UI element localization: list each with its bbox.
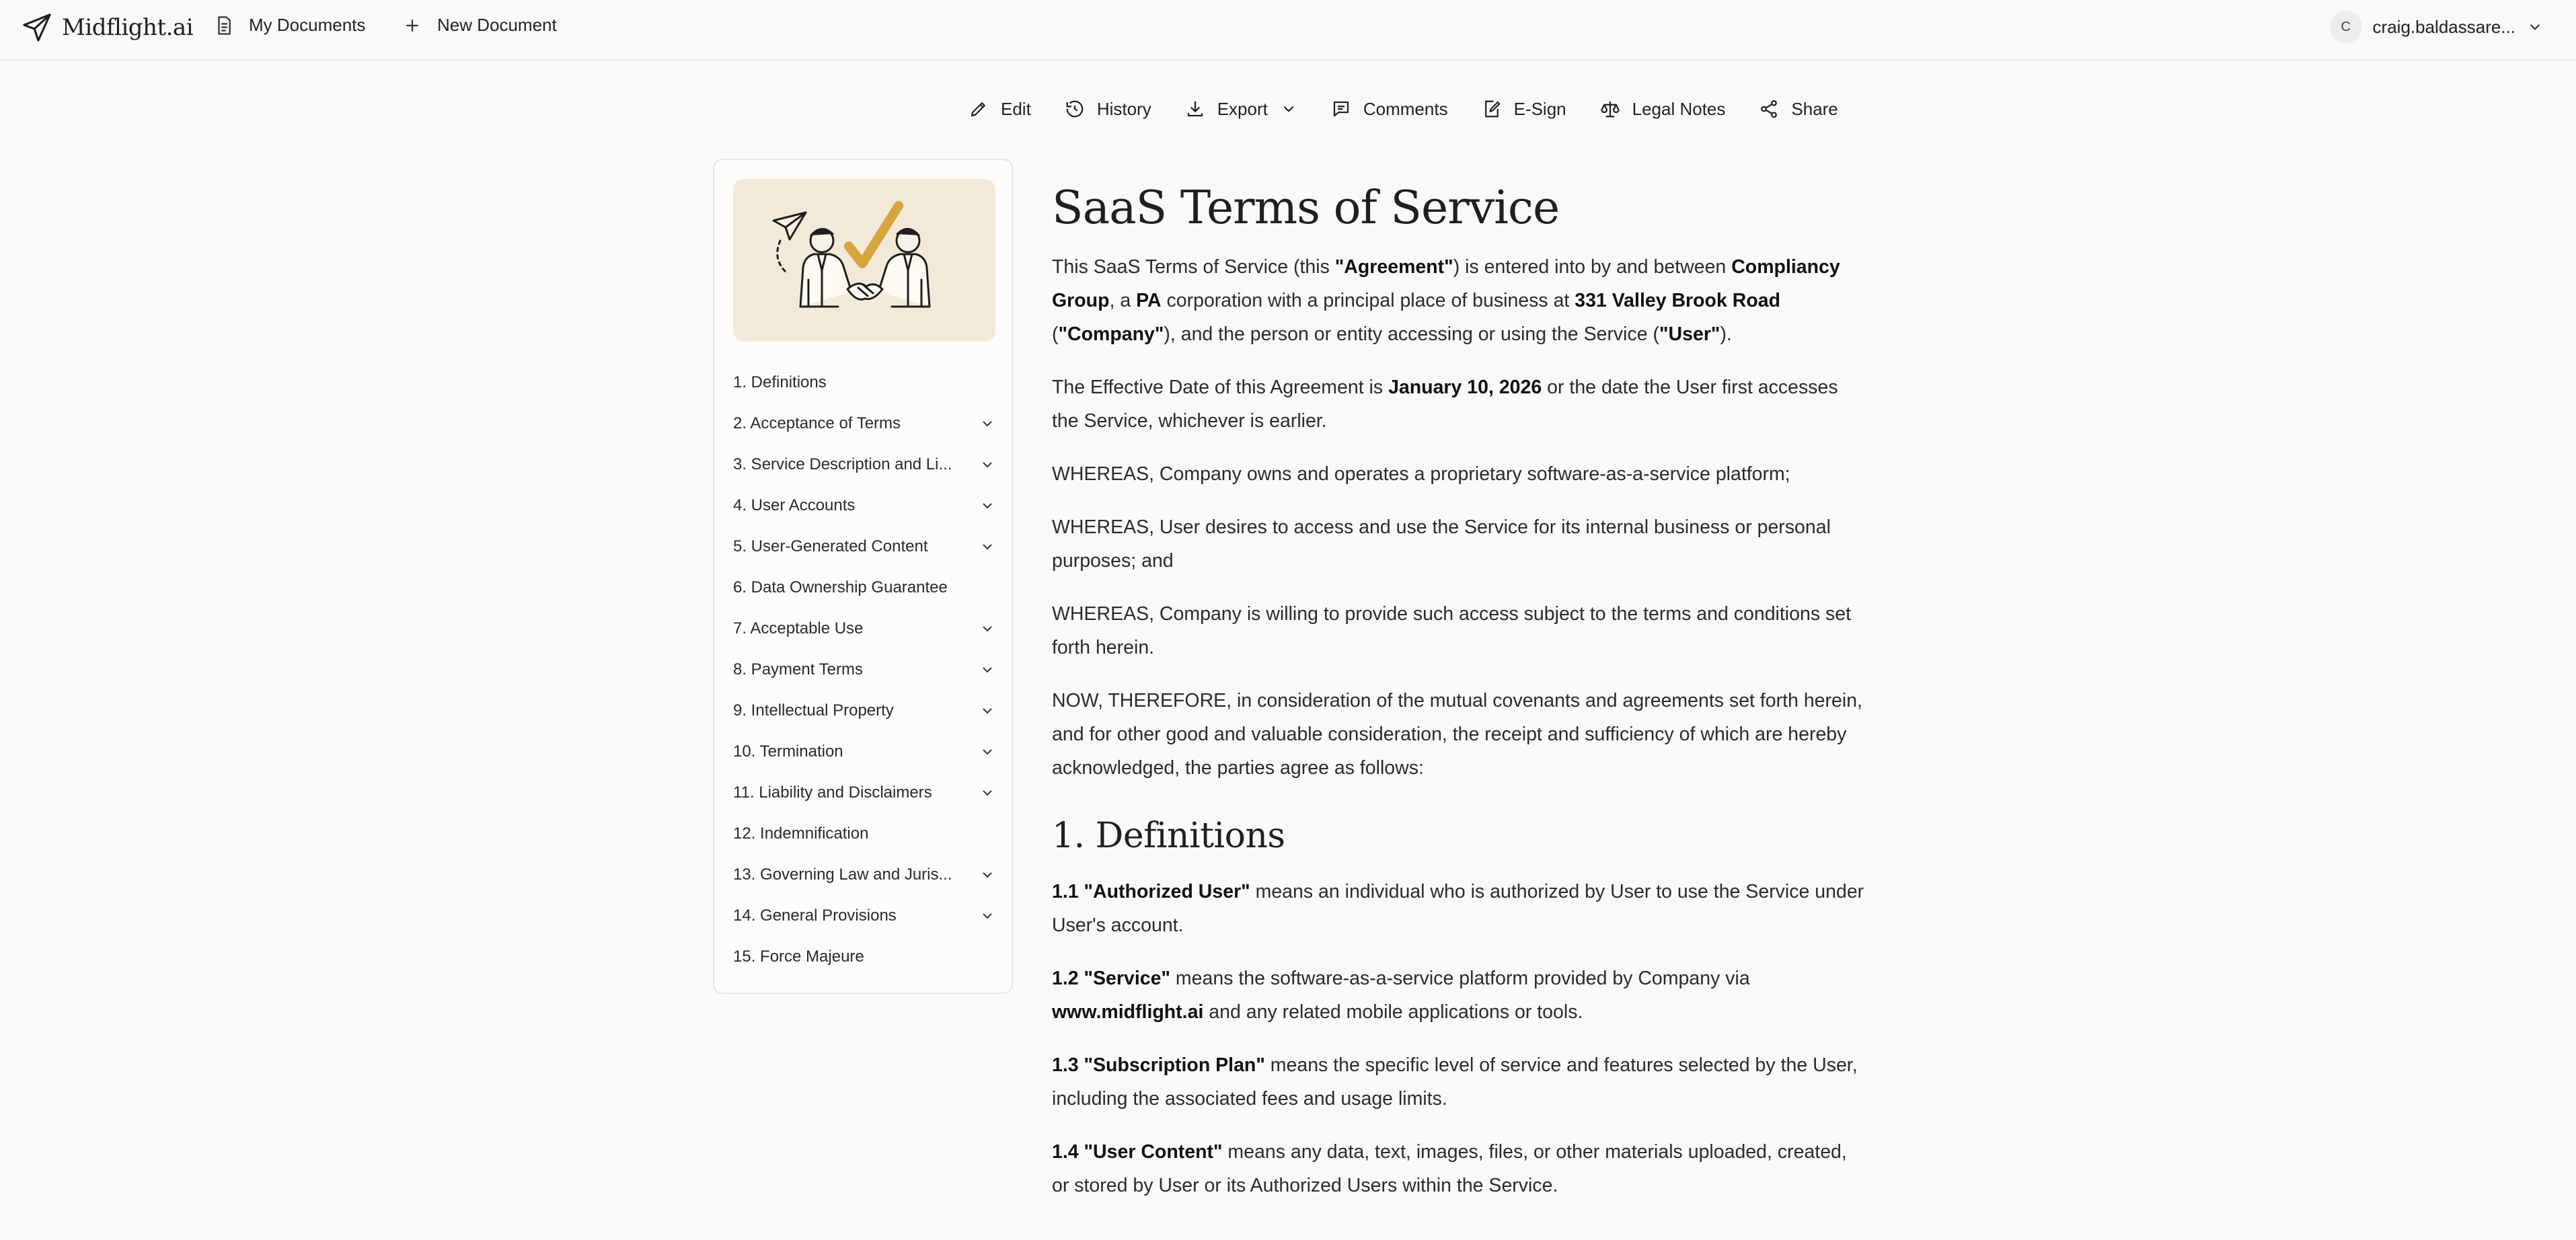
toc-item-user-accounts[interactable] — [733, 485, 995, 526]
document-icon — [214, 15, 234, 36]
toc-item-service-description[interactable] — [733, 444, 995, 485]
toc-item-acceptable-use[interactable] — [733, 608, 995, 649]
now-therefore-paragraph: NOW, THEREFORE, in consideration of the mutual covenants and agreements set forth herein, and for other good and valuable consideration, the receipt and sufficiency of which are hereby acknowledged, the parties agree as follows: — [1052, 690, 1862, 779]
toc-item-label: 12. Indemnification — [733, 824, 869, 843]
share-label: Share — [1791, 98, 1838, 119]
new-document-label: New Document — [437, 15, 557, 35]
legal-notes-label: Legal Notes — [1632, 98, 1726, 119]
history-label: History — [1096, 98, 1151, 119]
chevron-down-icon[interactable] — [979, 785, 995, 801]
document-body — [1052, 172, 1866, 1222]
download-icon — [1185, 99, 1205, 119]
toc-item-label: 1. Definitions — [733, 373, 827, 391]
comment-icon — [1331, 99, 1351, 119]
plus-icon — [402, 15, 422, 36]
chevron-down-icon — [2526, 18, 2544, 36]
export-dropdown[interactable] — [1185, 99, 1297, 120]
document-toolbar — [969, 94, 1838, 124]
toc-item-user-generated-content[interactable] — [733, 526, 995, 567]
whereas-paragraph: WHEREAS, User desires to access and use the Service for its internal business or personal purposes; and — [1052, 516, 1831, 572]
new-document-button[interactable] — [402, 15, 557, 36]
toc-item-termination[interactable] — [733, 731, 995, 772]
toc-item-label: 4. User Accounts — [733, 496, 856, 514]
chevron-down-icon — [1280, 100, 1297, 118]
toc-item-label: 6. Data Ownership Guarantee — [733, 578, 948, 596]
toc-item-label: 7. Acceptable Use — [733, 619, 864, 637]
toc-item-governing-law[interactable] — [733, 854, 995, 895]
definition-paragraph: 1.4 "User Content" means any data, text, images, files, or other materials uploaded, created, or stored by User or its Authorized Users within the Service. — [1052, 1141, 1847, 1196]
toc-item-label: 13. Governing Law and Juris... — [733, 865, 952, 884]
toc-item-data-ownership[interactable] — [733, 567, 995, 608]
toc-item-indemnification[interactable] — [733, 813, 995, 854]
toc-item-liability[interactable] — [733, 772, 995, 813]
definition-paragraph: 1.1 "Authorized User" means an individual who is authorized by User to use the Service under User's account. — [1052, 881, 1864, 936]
chevron-down-icon[interactable] — [979, 457, 995, 473]
history-icon — [1065, 99, 1085, 119]
toc-item-label: 3. Service Description and Li... — [733, 455, 952, 473]
esign-button[interactable] — [1482, 99, 1566, 120]
esign-label: E-Sign — [1513, 98, 1566, 119]
toc-item-label: 15. Force Majeure — [733, 947, 864, 966]
chevron-down-icon[interactable] — [979, 416, 995, 432]
chevron-down-icon[interactable] — [979, 908, 995, 924]
export-label: Export — [1217, 98, 1268, 119]
app-name: Midflight.ai — [62, 14, 194, 41]
toc-list — [733, 362, 995, 977]
toc-item-intellectual-property[interactable] — [733, 690, 995, 731]
user-menu[interactable] — [2330, 11, 2544, 43]
toc-item-label: 8. Payment Terms — [733, 660, 863, 679]
chevron-down-icon[interactable] — [979, 662, 995, 678]
handshake-illustration — [733, 179, 995, 342]
share-button[interactable] — [1759, 99, 1838, 120]
edit-button[interactable] — [969, 99, 1031, 120]
toc-item-acceptance-of-terms[interactable] — [733, 403, 995, 444]
top-bar — [0, 0, 2576, 61]
whereas-paragraph: WHEREAS, Company owns and operates a proprietary software-as-a-service platform; — [1052, 463, 1790, 485]
toc-item-label: 14. General Provisions — [733, 906, 897, 925]
toc-item-label: 2. Acceptance of Terms — [733, 414, 901, 432]
signature-icon — [1482, 99, 1502, 119]
legal-notes-button[interactable] — [1600, 99, 1726, 120]
share-icon — [1759, 99, 1779, 119]
toc-item-label: 10. Termination — [733, 742, 843, 761]
whereas-paragraph: WHEREAS, Company is willing to provide such access subject to the terms and conditions set forth herein. — [1052, 603, 1852, 658]
pencil-icon — [969, 99, 989, 119]
user-name: craig.baldassare... — [2372, 16, 2515, 37]
avatar: C — [2330, 11, 2362, 43]
scale-icon — [1600, 99, 1620, 119]
section-heading: 1. Definitions — [1052, 816, 1285, 856]
comments-label: Comments — [1363, 98, 1448, 119]
chevron-down-icon[interactable] — [979, 744, 995, 760]
toc-item-definitions[interactable] — [733, 362, 995, 403]
comments-button[interactable] — [1331, 99, 1448, 120]
intro-paragraph: This SaaS Terms of Service (this "Agreement") is entered into by and between Compliancy Group, a PA corporation with a principal place of business at 331 Valley Brook Road ("Company"), and the person or entity accessing or using the Service ("User"). — [1052, 256, 1840, 345]
my-documents-label: My Documents — [249, 15, 366, 35]
toc-item-payment-terms[interactable] — [733, 649, 995, 690]
chevron-down-icon[interactable] — [979, 867, 995, 883]
chevron-down-icon[interactable] — [979, 539, 995, 555]
history-button[interactable] — [1065, 99, 1151, 120]
toc-item-force-majeure[interactable] — [733, 936, 995, 977]
table-of-contents-panel — [713, 159, 1013, 994]
chevron-down-icon[interactable] — [979, 498, 995, 514]
definition-paragraph: 1.3 "Subscription Plan" means the specific level of service and features selected by the User, including the associated fees and usage limits. — [1052, 1054, 1858, 1110]
definition-paragraph: 1.2 "Service" means the software-as-a-service platform provided by Company via www.midflight.ai and any related mobile applications or tools. — [1052, 968, 1750, 1023]
chevron-down-icon[interactable] — [979, 621, 995, 637]
toc-item-general-provisions[interactable] — [733, 895, 995, 936]
effective-date-paragraph: The Effective Date of this Agreement is January 10, 2026 or the date the User first accesses the Service, whichever is earlier. — [1052, 377, 1838, 432]
paper-plane-icon — [22, 12, 52, 43]
toc-item-label: 9. Intellectual Property — [733, 701, 894, 720]
app-logo[interactable] — [22, 12, 193, 43]
edit-label: Edit — [1001, 98, 1031, 119]
document-title: SaaS Terms of Service — [1052, 182, 1560, 235]
toc-item-label: 5. User-Generated Content — [733, 537, 928, 555]
chevron-down-icon[interactable] — [979, 703, 995, 719]
my-documents-link[interactable] — [214, 15, 365, 36]
toc-item-label: 11. Liability and Disclaimers — [733, 783, 932, 802]
